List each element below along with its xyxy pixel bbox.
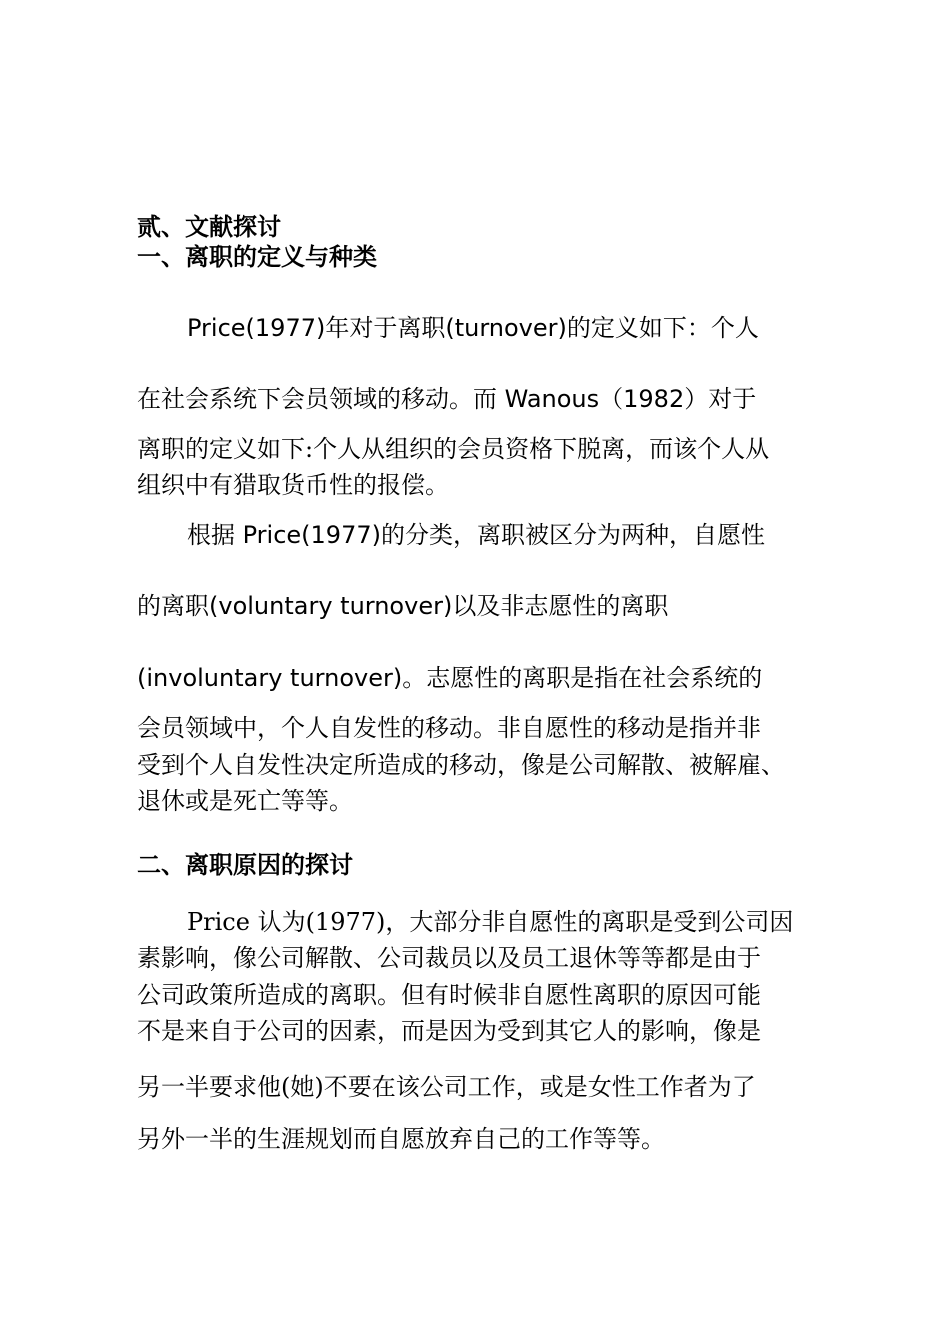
paragraph-1-line-2: 在社会系统下会员领域的移动。而 Wanous（1982）对于: [137, 385, 757, 413]
section-subtitle: 一、离职的定义与种类: [137, 242, 377, 271]
paragraph-2-line-1: 根据 Price(1977)的分类，离职被区分为两种，自愿性: [187, 521, 765, 549]
paragraph-2-line-3: (involuntary turnover)。志愿性的离职是指在社会系统的: [137, 664, 763, 692]
paragraph-3-line-5: 另一半要求他(她)不要在该公司工作，或是女性工作者为了: [137, 1073, 756, 1101]
paragraph-1-line-4: 组织中有猎取货币性的报偿。: [137, 471, 449, 499]
section-title: 贰、文献探讨: [137, 212, 281, 241]
paragraph-2-line-2: 的离职(voluntary turnover)以及非志愿性的离职: [137, 592, 669, 620]
paragraph-2-line-6: 退休或是死亡等等。: [137, 787, 353, 815]
paragraph-3-line-2: 素影响，像公司解散、公司裁员以及员工退休等等都是由于: [137, 944, 761, 972]
paragraph-3-line-4: 不是来自于公司的因素，而是因为受到其它人的影响，像是: [137, 1017, 761, 1045]
paragraph-1-line-1: Price(1977)年对于离职(turnover)的定义如下：个人: [187, 314, 759, 342]
paragraph-3-line-3: 公司政策所造成的离职。但有时候非自愿性离职的原因可能: [137, 981, 761, 1009]
paragraph-2-line-5: 受到个人自发性决定所造成的移动，像是公司解散、被解雇、: [137, 751, 785, 779]
paragraph-3-line-6: 另外一半的生涯规划而自愿放弃自己的工作等等。: [137, 1125, 665, 1153]
paragraph-2-line-4: 会员领域中，个人自发性的移动。非自愿性的移动是指并非: [137, 714, 761, 742]
paragraph-3-line-1: Price 认为(1977)，大部分非自愿性的离职是受到公司因: [187, 908, 794, 936]
paragraph-1-line-3: 离职的定义如下:个人从组织的会员资格下脱离，而该个人从: [137, 435, 770, 463]
section-2-subtitle: 二、离职原因的探讨: [137, 850, 353, 879]
